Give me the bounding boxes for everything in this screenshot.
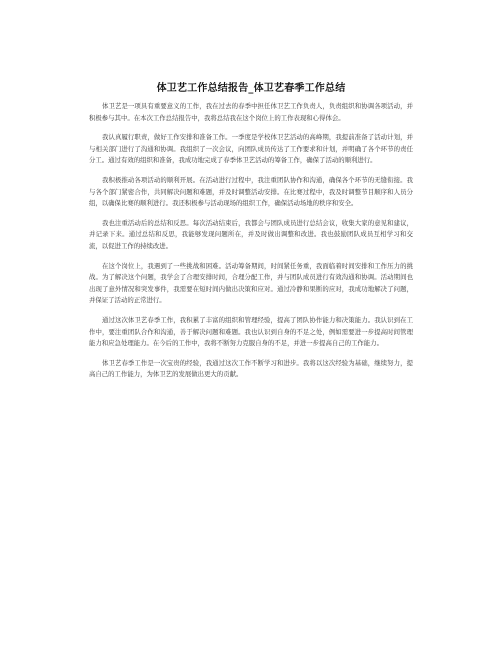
paragraph-lessons: 通过这次体卫艺春季工作，我积累了丰富的组织和管理经验，提高了团队协作能力和决策能力。我认识到在工作中，要注重团队合作和沟通，善于解决问题和难题。我也认识到自身的不足之处，例如需要进一步提高时间管理能力和应急处理能力。在今后的工作中，我将不断努力克服自身的不足，并进一步提高自己的工作能力。 <box>89 315 413 348</box>
paragraph-review: 我也注重活动后的总结和反思。每次活动结束后，我都会与团队成员进行总结会议，收集大家的意见和建议，并记录下来。通过总结和反思，我能够发现问题所在，并及时做出调整和改进。我也鼓励团队成员互相学习和交流，以促进工作的持续改进。 <box>89 218 413 250</box>
paragraph-conclusion: 体卫艺春季工作是一次宝贵的经验，我通过这次工作不断学习和进步。我将以这次经验为基础，继续努力，提高自己的工作能力，为体卫艺的发展做出更大的贡献。 <box>89 358 413 379</box>
document-body <box>89 101 413 389</box>
paragraph-challenges: 在这个岗位上，我遇到了一些挑战和困难。活动筹备期间，时间紧任务重，我面临着时间安排和工作压力的挑战。为了解决这个问题，我学会了合理安排时间，合理分配工作，并与团队成员进行有效沟通和协调。活动期间也出现了意外情况和突发事件，我需要在短时间内做出决策和应对。通过冷静和果断的应对，我成功地解决了问题，并保证了活动的正常进行。 <box>89 261 413 305</box>
paragraph-preparation: 我认真履行职责，做好工作安排和准备工作。一季度是学校体卫艺活动的高峰期，我提前准备了活动计划，并与相关部门进行了沟通和协调。我组织了一次会议，向团队成员传达了工作要求和计划，并明确了各个环节的责任分工。通过有效的组织和准备，我成功地完成了春季体卫艺活动的筹备工作，确保了活动的顺利进行。 <box>89 133 413 165</box>
paragraph-execution: 我积极推动各项活动的顺利开展。在活动进行过程中，我注重团队协作和沟通，确保各个环节的无缝衔接。我与各个部门紧密合作，共同解决问题和难题，并及时调整活动安排。在比赛过程中，我及时调整节目顺序和人员分组，以确保比赛的顺利进行。我还积极参与活动现场的组织工作，确保活动场地的秩序和安全。 <box>89 175 413 208</box>
document-title: 体卫艺工作总结报告_体卫艺春季工作总结 <box>156 83 346 94</box>
paragraph-intro: 体卫艺是一项具有重要意义的工作，我在过去的春季中担任体卫艺工作负责人，负责组织和协调各项活动，并积极参与其中。在本次工作总结报告中，我将总结我在这个岗位上的工作表现和心得体会。 <box>89 102 413 122</box>
